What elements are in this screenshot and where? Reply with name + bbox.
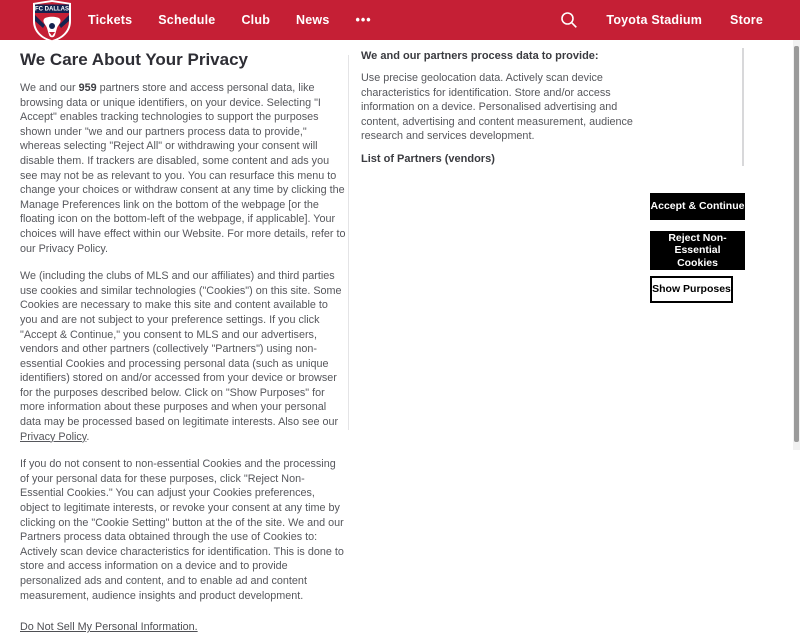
privacy-policy-link[interactable]: Privacy Policy	[20, 430, 87, 443]
consent-left-column	[20, 50, 346, 635]
p2-text-a: We (including the clubs of MLS and our affiliates) and third parties use cookies and similar technologies ("Cookies") on this site. Some Cookies are necessary to make this site and content available to you and are not subject to your preference settings. If you click "Accept & Continue," you consent to MLS and our advertisers, vendors and other partners (collectively "Partners") using non-essential Cookies and processing personal data (such as unique identifiers) stored on and/or accessed from your device or browser for the purposes described below. Click on "Show Purposes" for more information about these purposes and when your personal data may be processed based on legitimate interests. Also see our	[20, 270, 342, 429]
consent-paragraph-1	[20, 81, 346, 256]
purposes-scrollbar[interactable]	[742, 48, 744, 166]
partner-count: 959	[78, 82, 97, 94]
consent-paragraph-3: If you do not consent to non-essential Cookies and the processing of your personal data for these purposes, click "Reject Non-Essential Cookies." You can adjust your Cookies preferences, object to legitimate interests, or revoke your consent at any time by clicking on the "Cookie Setting" button at the of the site. We and our Partners process data obtained through the use of Cookies to: Actively scan device characteristics for identification. This is done to store and access information on a device and to provide personalized ads and content, and to enable ad and content measurement, audience insights and product development.	[20, 458, 344, 602]
nav-item-news[interactable]: News	[296, 13, 330, 27]
show-purposes-button[interactable]: Show Purposes	[650, 276, 733, 303]
scrollbar-thumb[interactable]	[794, 46, 799, 442]
nav-item-tickets[interactable]: Tickets	[88, 13, 133, 27]
nav-item-store[interactable]: Store	[730, 13, 763, 27]
scrollbar-track[interactable]	[793, 40, 800, 450]
nav-item-club[interactable]: Club	[241, 13, 271, 27]
p2-text-b: .	[86, 430, 90, 443]
purposes-title: We and our partners process data to provide:	[361, 50, 599, 62]
p1-text-b: partners store and access personal data, like browsing data or unique identifiers, on your device. Selecting "I Accept" enables tracking technologies to support the purposes shown under "we and our partners process data to provide," whereas selecting "Reject All" or withdrawing your consent will disable them. If trackers are disabled, some content and ads you see may not be as relevant to you. You can resurface this menu to change your choices or withdraw consent at any time by clicking the Manage Preferences link on the bottom of the webpage [or the floating icon on the bottom-left of the webpage, if applicable]. Your choices will have effect within our Website. For more details, refer to our Privacy Policy.	[20, 82, 346, 255]
accept-continue-button[interactable]: Accept & Continue	[650, 193, 745, 220]
nav-item-toyota-stadium[interactable]: Toyota Stadium	[606, 13, 703, 27]
search-icon[interactable]	[560, 11, 578, 29]
reject-cookies-button[interactable]: Reject Non-Essential Cookies	[650, 231, 745, 270]
list-of-partners-link[interactable]: List of Partners (vendors)	[361, 152, 495, 165]
fc-dallas-logo[interactable]	[31, 0, 73, 43]
consent-purposes-column	[361, 50, 643, 165]
nav-menu	[88, 13, 372, 27]
do-not-sell-link[interactable]: Do Not Sell My Personal Information.	[20, 621, 198, 634]
nav-right	[560, 11, 800, 29]
purposes-text: Use precise geolocation data. Actively scan device characteristics for identification. Store and/or access information on a device. Personalised advertising and content, advertising and content measurement, audience research and services development.	[361, 72, 633, 143]
privacy-consent-panel	[0, 40, 800, 634]
p1-text-a: We and our	[20, 82, 79, 94]
top-nav	[0, 0, 800, 40]
consent-paragraph-2	[20, 269, 346, 444]
consent-title: We Care About Your Privacy	[20, 50, 248, 69]
column-divider	[348, 55, 349, 430]
nav-item-schedule[interactable]: Schedule	[158, 13, 216, 27]
nav-more-icon[interactable]: •••	[355, 13, 372, 27]
logo-text: FC DALLAS	[35, 6, 69, 13]
